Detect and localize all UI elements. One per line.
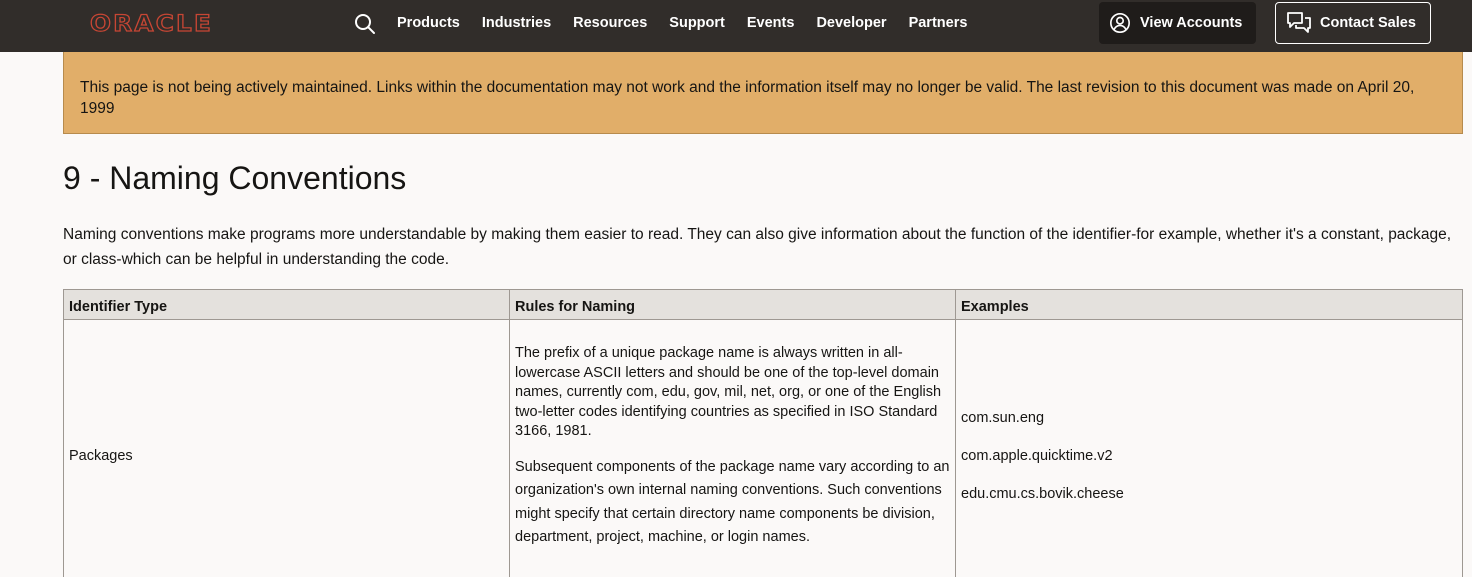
oracle-logo[interactable]: ORACLE (90, 12, 214, 37)
intro-paragraph: Naming conventions make programs more understandable by making them easier to read. They can also give information about the function of the identifier-for example, whether it's a constant, package, or class-which can be helpful in understanding the code. (63, 226, 1452, 268)
example-item: com.sun.eng (961, 409, 1045, 426)
cell-identifier-type: Packages (64, 320, 510, 577)
header-rules-for-naming: Rules for Naming (510, 290, 956, 320)
nav-industries[interactable]: Industries (481, 15, 552, 31)
nav-resources[interactable]: Resources (573, 15, 648, 31)
top-navigation-bar (0, 0, 1472, 52)
search-button[interactable] (353, 12, 377, 36)
chat-icon (1286, 11, 1312, 35)
nav-support[interactable]: Support (669, 15, 725, 31)
page-title: 9 - Naming Conventions (63, 160, 407, 196)
view-accounts-button[interactable] (1099, 2, 1256, 44)
main-nav (397, 0, 989, 46)
nav-developer[interactable]: Developer (816, 15, 887, 31)
cell-examples (956, 320, 1463, 577)
nav-products[interactable]: Products (397, 15, 460, 31)
nav-partners[interactable]: Partners (908, 15, 968, 31)
header-identifier-type: Identifier Type (64, 290, 510, 320)
user-circle-icon (1109, 12, 1131, 34)
naming-conventions-table (63, 289, 1463, 577)
cell-rules (510, 320, 956, 577)
example-item: edu.cmu.cs.bovik.cheese (961, 485, 1124, 502)
table-row (64, 320, 1463, 577)
nav-events[interactable]: Events (746, 15, 795, 31)
rule-paragraph: The prefix of a unique package name is always written in all-lowercase ASCII letters and should be one of the top-level domain names, currently com, edu, gov, mil, net, org, or one of the English two-letter codes identifying countries as specified in ISO Standard 3166, 1981. (515, 345, 942, 440)
table-header-row (64, 290, 1463, 320)
contact-sales-button[interactable] (1275, 2, 1431, 44)
notice-text: This page is not being actively maintained. Links within the documentation may not work and the information itself may no longer be valid. The last revision to this document was made on April 20, 1999 (80, 79, 1415, 117)
example-item: com.apple.quicktime.v2 (961, 447, 1113, 464)
search-icon (353, 12, 377, 36)
rule-paragraph: Subsequent components of the package name vary according to an organization's own internal naming conventions. Such conventions might specify that certain directory name components be division, department, project, machine, or login names. (515, 458, 950, 545)
contact-sales-label: Contact Sales (1320, 15, 1416, 31)
view-accounts-label: View Accounts (1140, 15, 1243, 31)
header-examples: Examples (956, 290, 1463, 320)
